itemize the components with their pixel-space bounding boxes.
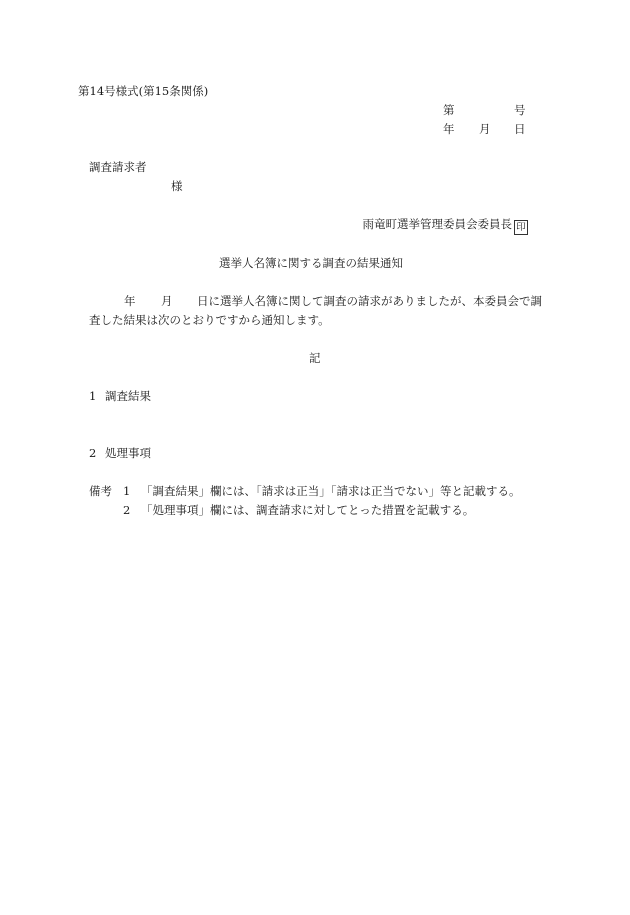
- item-1: [89, 391, 151, 403]
- body-line2: 査した結果は次のとおりですから通知します。: [89, 313, 330, 327]
- item-2: [89, 448, 151, 460]
- remark-1-text: 「調査結果」欄には、「請求は正当」「請求は正当でない」等と記載する。: [141, 484, 521, 498]
- number-suffix: 号: [514, 103, 526, 117]
- sender-block: [363, 219, 529, 235]
- form-id: 第14号様式(第15条関係): [78, 84, 209, 98]
- item-number: 2: [89, 446, 97, 460]
- sender-title: 雨竜町選挙管理委員会委員長: [362, 217, 512, 231]
- remark-1-number: 1: [123, 484, 131, 498]
- date-day: 日: [514, 122, 526, 136]
- body-year: 年: [124, 294, 136, 308]
- remarks-label: 備考: [89, 484, 112, 498]
- document-title: 選挙人名簿に関する調査の結果通知: [219, 256, 403, 270]
- number-prefix: 第: [443, 103, 455, 117]
- date-month: 月: [479, 122, 491, 136]
- item-number: 1: [89, 389, 97, 403]
- body-month: 月: [161, 294, 173, 308]
- remark-2-number: 2: [123, 503, 131, 517]
- ki-heading: 記: [309, 351, 321, 365]
- recipient-honorific: 様: [171, 179, 183, 193]
- item-text: 調査結果: [105, 389, 151, 403]
- remark-2-text: 「処理事項」欄には、調査請求に対してとった措置を記載する。: [141, 503, 475, 517]
- item-text: 処理事項: [105, 446, 151, 460]
- date-year: 年: [443, 122, 455, 136]
- recipient-label: 調査請求者: [89, 160, 147, 174]
- body-line1: 日に選挙人名簿に関して調査の請求がありましたが、本委員会で調: [197, 294, 542, 308]
- seal-mark: 印: [514, 220, 528, 235]
